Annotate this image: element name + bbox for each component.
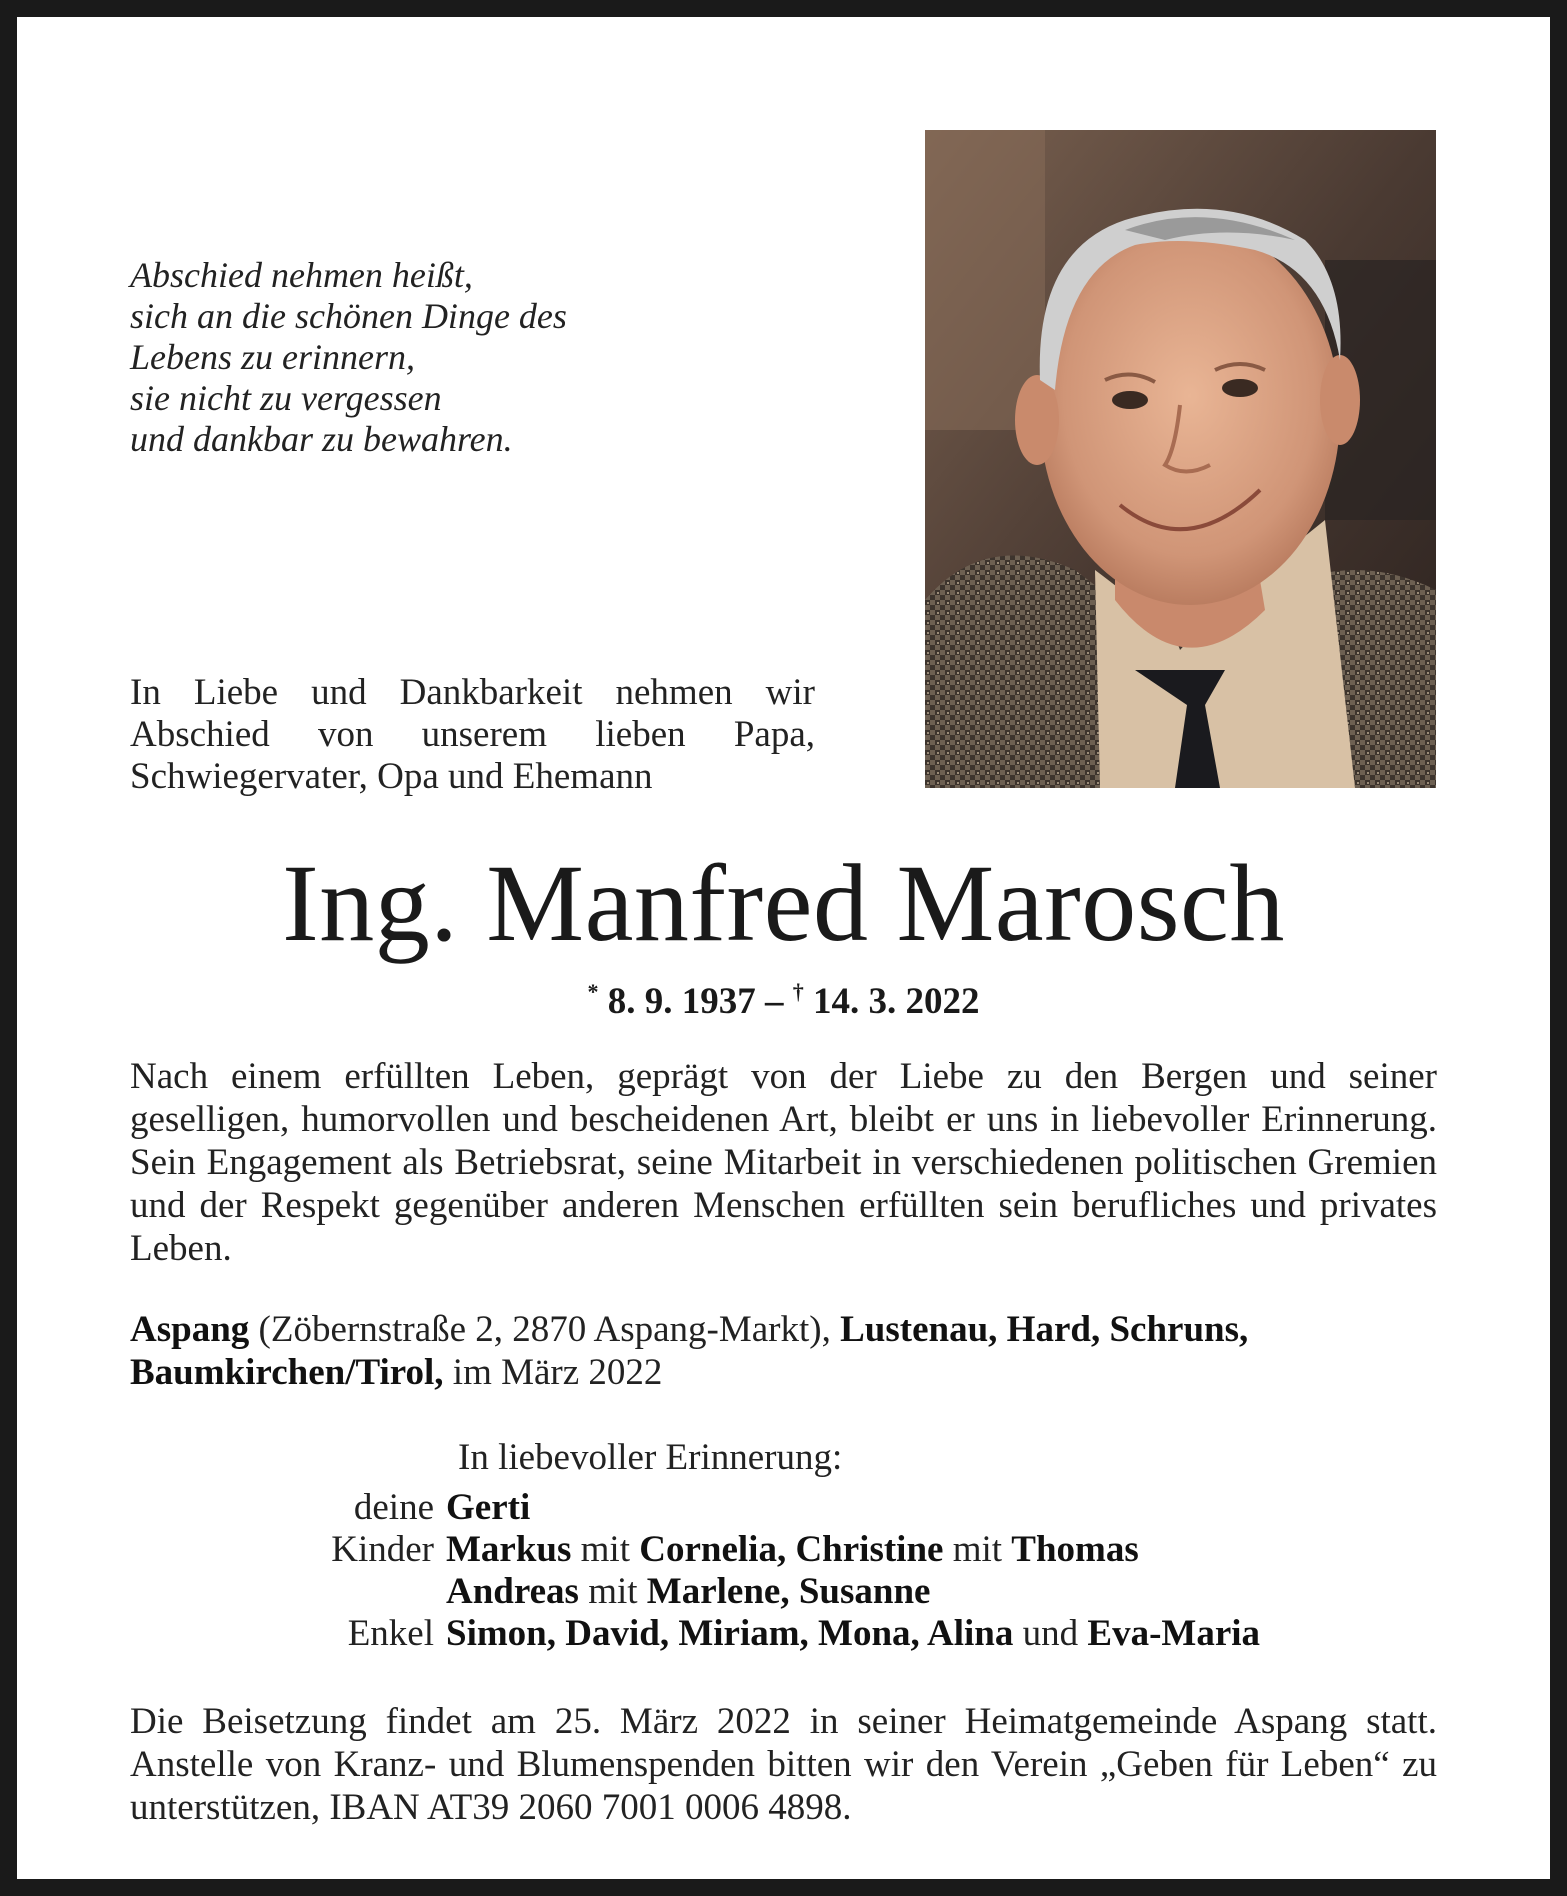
connector: mit xyxy=(580,1529,630,1570)
place-date: im März 2022 xyxy=(452,1352,663,1393)
mourner-name: Thomas xyxy=(1011,1529,1139,1570)
quote-line: sich an die schönen Dinge des xyxy=(130,296,567,336)
quote-line: sie nicht zu vergessen xyxy=(130,378,442,418)
mourner-name: Simon, David, Miriam, Mona, Alina xyxy=(446,1613,1014,1654)
mourners-list xyxy=(130,1487,1437,1655)
mourner-name: Eva-Maria xyxy=(1087,1613,1261,1654)
life-dates xyxy=(0,970,1567,1024)
birth-date: 8. 9. 1937 xyxy=(607,981,756,1022)
connector: und xyxy=(1022,1613,1079,1654)
mourner-label: Kinder xyxy=(331,1529,434,1570)
quote-line: und dankbar zu bewahren. xyxy=(130,419,513,459)
intro-text: In Liebe und Dankbarkeit nehmen wir Abschied von unserem lieben Papa, Schwiegervater, Opa und Ehemann xyxy=(130,672,815,797)
date-separator: – xyxy=(765,981,784,1022)
mourner-name: Markus xyxy=(446,1529,572,1570)
mourner-name: Gerti xyxy=(446,1487,531,1528)
portrait-photo xyxy=(925,130,1436,788)
death-symbol: † xyxy=(792,979,804,1004)
mourner-label: Enkel xyxy=(347,1613,434,1654)
list-item xyxy=(130,1613,1437,1655)
funeral-notice: Die Beisetzung findet am 25. März 2022 in seiner Heimatgemeinde Aspang statt. Anstelle von Kranz- und Blumenspenden bitten wir den Verein „Geben für Leben“ zu unterstützen, IBAN AT39 2060 7001 0006 4898. xyxy=(130,1701,1437,1828)
mourner-name: Andreas xyxy=(446,1571,579,1612)
deceased-name: Ing. Manfred Marosch xyxy=(282,842,1285,964)
farewell-quote xyxy=(130,255,650,460)
mourner-name: Cornelia, Christine xyxy=(639,1529,944,1570)
death-date: 14. 3. 2022 xyxy=(813,981,980,1022)
mourners-heading: In liebevoller Erinnerung: xyxy=(458,1437,843,1478)
place-town: Aspang xyxy=(130,1309,250,1350)
place-address: (Zöbernstraße 2, 2870 Aspang-Markt), xyxy=(258,1309,831,1350)
place-and-date xyxy=(130,1308,1437,1394)
connector: mit xyxy=(952,1529,1003,1570)
quote-line: Abschied nehmen heißt, xyxy=(130,255,473,295)
birth-symbol: * xyxy=(587,979,599,1004)
quote-line: Lebens zu erinnern, xyxy=(130,337,415,377)
list-item xyxy=(130,1571,1437,1613)
mourner-name: Marlene, Susanne xyxy=(646,1571,931,1612)
biography-text: Nach einem erfüllten Leben, geprägt von der Liebe zu den Bergen und seiner geselligen, humorvollen und bescheidenen Art, bleibt er uns in liebevoller Erinnerung. Sein Engagement als Betriebsrat, seine Mitarbeit in verschiedenen politischen Gremien und der Respekt gegenüber anderen Menschen erfüllten sein berufliches und privates Leben. xyxy=(130,1056,1437,1269)
other-places: Lustenau, Hard, Schruns, Baumkirchen/Tirol, xyxy=(130,1309,1249,1393)
list-item xyxy=(130,1487,1437,1529)
mourner-label: deine xyxy=(353,1487,434,1528)
connector: mit xyxy=(588,1571,638,1612)
list-item xyxy=(130,1529,1437,1571)
